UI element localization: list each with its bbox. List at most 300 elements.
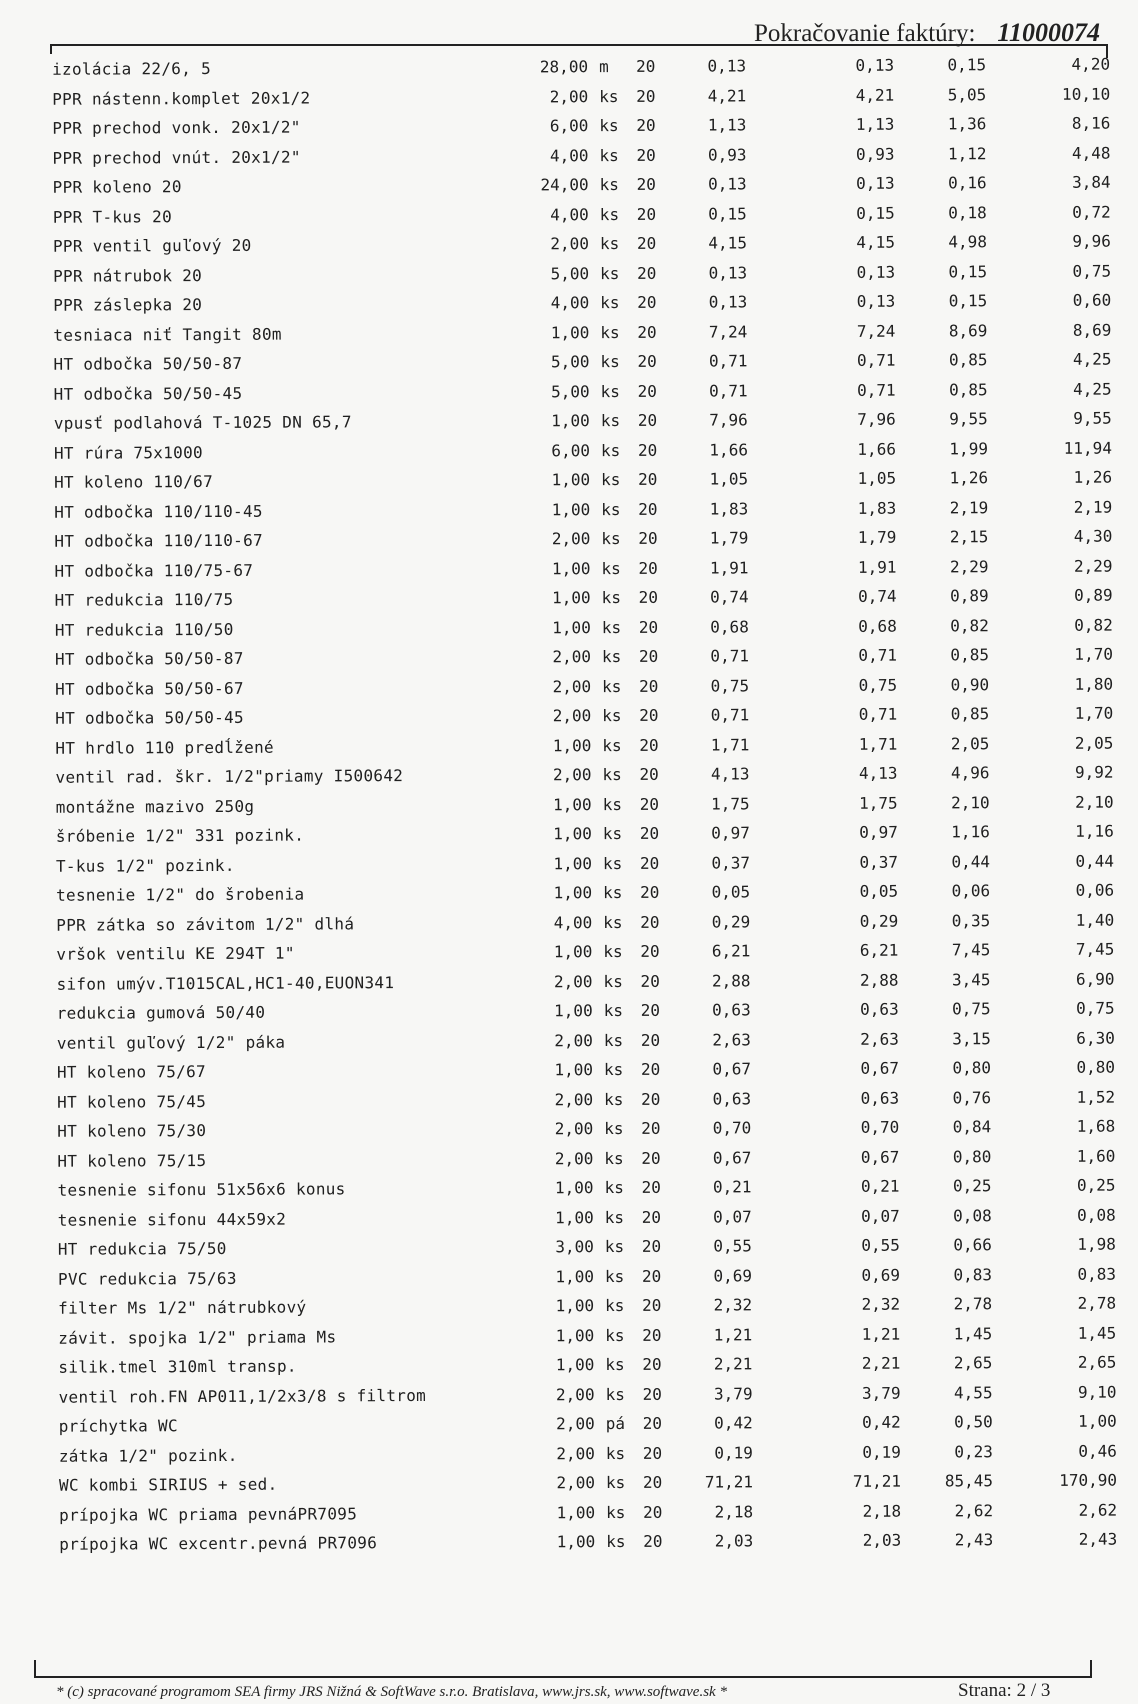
- item-vat-rate: 20: [642, 1354, 662, 1374]
- item-unit-price: 2,18: [714, 1501, 754, 1522]
- item-unit: ks: [602, 676, 622, 696]
- item-vat-rate: 20: [637, 351, 657, 371]
- item-vat-rate: 20: [640, 1000, 660, 1020]
- item-name: tesnenie 1/2" do šrobenia: [56, 884, 305, 905]
- item-name: HT odbočka 50/50-45: [53, 383, 243, 404]
- item-name: HT rúra 75x1000: [53, 442, 203, 463]
- item-vat-rate: 20: [638, 469, 658, 489]
- item-quantity: 1,00: [553, 942, 593, 962]
- item-discounted-price: 0,29: [859, 911, 899, 931]
- item-vat-rate: 20: [636, 115, 656, 135]
- item-total: 1,80: [1074, 674, 1114, 694]
- item-unit-price: 1,05: [709, 469, 749, 489]
- item-quantity: 1,00: [551, 499, 591, 519]
- item-total: 1,00: [1078, 1411, 1117, 1431]
- item-discounted-price: 3,79: [861, 1383, 901, 1403]
- item-unit-price: 0,74: [710, 587, 749, 607]
- item-quantity: 1,00: [555, 1355, 595, 1375]
- item-name: závit. spojka 1/2" priama Ms: [58, 1326, 337, 1348]
- item-vat-rate: 20: [640, 1030, 661, 1050]
- item-total: 0,60: [1072, 290, 1112, 310]
- page-number: Strana: 2 / 3: [958, 1680, 1051, 1701]
- item-name: ventil guľový 1/2" páka: [56, 1032, 286, 1053]
- item-total: 0,25: [1076, 1175, 1116, 1195]
- item-unit-price: 0,63: [712, 1000, 751, 1020]
- item-unit-price: 0,75: [710, 675, 750, 696]
- item-discounted-price: 0,13: [856, 173, 895, 193]
- item-total: 8,69: [1072, 320, 1112, 340]
- item-discounted-price: 0,71: [857, 380, 896, 400]
- item-vat-rate: 20: [642, 1472, 663, 1492]
- item-discounted-price: 1,21: [861, 1324, 901, 1344]
- item-quantity: 1,00: [551, 470, 591, 490]
- item-quantity: 28,00: [539, 57, 589, 77]
- item-vat-rate: 20: [639, 764, 659, 784]
- item-quantity: 6,00: [551, 440, 590, 460]
- item-unit: ks: [601, 617, 622, 637]
- item-name: WC kombi SIRIUS + sed.: [58, 1474, 278, 1495]
- item-name: silik.tmel 310ml transp.: [58, 1356, 297, 1377]
- item-total: 8,16: [1071, 113, 1111, 133]
- item-vat-rate: 20: [641, 1148, 661, 1168]
- item-unit: ks: [604, 1266, 625, 1286]
- item-discounted-price: 0,05: [859, 881, 899, 901]
- item-quantity: 4,00: [549, 145, 589, 165]
- item-vat-rate: 20: [637, 292, 657, 312]
- item-quantity: 2,00: [552, 676, 592, 696]
- item-price-with-vat: 0,85: [950, 704, 990, 724]
- item-unit: ks: [602, 764, 622, 785]
- item-vat-rate: 20: [638, 587, 658, 607]
- item-quantity: 2,00: [554, 1119, 594, 1139]
- item-price-with-vat: 2,19: [949, 497, 989, 517]
- item-price-with-vat: 0,23: [954, 1441, 993, 1461]
- item-unit-price: 2,88: [711, 970, 751, 991]
- item-vat-rate: 20: [640, 912, 660, 932]
- item-total: 0,06: [1075, 880, 1115, 900]
- item-unit-price: 0,97: [711, 823, 750, 843]
- item-unit: ks: [601, 587, 621, 608]
- item-price-with-vat: 2,10: [951, 792, 990, 812]
- item-price-with-vat: 0,15: [948, 261, 988, 281]
- item-name: tesnenie sifonu 44x59x2: [57, 1209, 287, 1230]
- item-vat-rate: 20: [639, 735, 659, 755]
- item-unit-price: 1,71: [710, 734, 750, 755]
- item-price-with-vat: 0,85: [949, 379, 988, 399]
- item-unit: ks: [599, 233, 620, 254]
- item-unit-price: 0,71: [710, 646, 749, 666]
- item-total: 2,43: [1078, 1529, 1118, 1549]
- bottom-left-corner: [34, 1660, 36, 1676]
- item-unit-price: 1,79: [709, 528, 749, 548]
- item-name: PPR koleno 20: [52, 177, 182, 197]
- item-unit-price: 1,83: [709, 498, 749, 519]
- item-total: 9,10: [1077, 1382, 1117, 1402]
- item-price-with-vat: 0,83: [953, 1264, 993, 1284]
- item-unit: ks: [600, 351, 620, 372]
- item-unit-price: 2,21: [713, 1354, 753, 1374]
- item-price-with-vat: 0,80: [952, 1146, 992, 1166]
- item-quantity: 24,00: [540, 175, 589, 195]
- item-quantity: 2,00: [553, 971, 593, 991]
- item-unit: m: [599, 57, 609, 77]
- item-discounted-price: 4,15: [856, 232, 895, 252]
- item-vat-rate: 20: [642, 1295, 662, 1315]
- item-unit: ks: [605, 1472, 626, 1493]
- item-discounted-price: 0,63: [860, 999, 899, 1019]
- item-price-with-vat: 4,55: [953, 1382, 993, 1402]
- item-vat-rate: 20: [639, 853, 660, 873]
- item-discounted-price: 0,69: [861, 1265, 901, 1285]
- item-vat-rate: 20: [641, 1089, 661, 1109]
- item-total: 1,60: [1076, 1146, 1116, 1166]
- item-vat-rate: 20: [641, 1177, 661, 1197]
- item-name: HT koleno 110/67: [54, 471, 214, 492]
- item-name: redukcia gumová 50/40: [56, 1002, 266, 1023]
- item-quantity: 3,00: [555, 1237, 594, 1257]
- item-unit: ks: [602, 853, 623, 873]
- item-price-with-vat: 0,75: [952, 999, 991, 1019]
- item-discounted-price: 0,74: [858, 586, 897, 606]
- item-price-with-vat: 1,16: [951, 822, 990, 842]
- item-price-with-vat: 0,80: [952, 1058, 992, 1078]
- item-vat-rate: 20: [637, 322, 657, 342]
- item-total: 1,70: [1074, 703, 1114, 723]
- item-vat-rate: 20: [643, 1502, 663, 1522]
- item-unit-price: 1,75: [711, 793, 750, 814]
- item-vat-rate: 20: [641, 1266, 662, 1286]
- item-name: prípojka WC excentr.pevná PR7096: [59, 1533, 378, 1554]
- item-unit-price: 1,91: [709, 557, 749, 578]
- item-total: 0,82: [1074, 615, 1113, 635]
- item-discounted-price: 7,24: [856, 321, 896, 341]
- item-price-with-vat: 85,45: [944, 1471, 994, 1491]
- continuation-label: Pokračovanie faktúry:: [753, 20, 976, 47]
- item-quantity: 2,00: [552, 706, 592, 726]
- item-total: 1,70: [1074, 644, 1113, 664]
- item-total: 2,10: [1075, 792, 1114, 812]
- item-discounted-price: 0,70: [860, 1117, 900, 1137]
- item-price-with-vat: 3,45: [951, 969, 991, 989]
- item-name: HT odbočka 110/110-45: [54, 501, 263, 522]
- item-quantity: 1,00: [553, 883, 593, 903]
- invoice-number: 11000074: [997, 18, 1100, 47]
- item-quantity: 4,00: [550, 204, 589, 224]
- item-quantity: 2,00: [556, 1443, 595, 1463]
- item-unit-price: 0,29: [711, 911, 751, 932]
- item-discounted-price: 1,83: [857, 498, 897, 518]
- item-total: 4,25: [1073, 379, 1112, 399]
- item-total: 0,44: [1075, 851, 1114, 871]
- item-quantity: 1,00: [553, 794, 592, 814]
- item-name: HT odbočka 110/75-67: [54, 560, 254, 581]
- item-total: 1,45: [1077, 1323, 1117, 1343]
- item-quantity: 5,00: [550, 352, 590, 372]
- item-price-with-vat: 0,50: [954, 1412, 993, 1432]
- item-quantity: 1,00: [551, 411, 590, 431]
- item-unit-price: 0,15: [708, 203, 747, 224]
- item-name: tesnenie sifonu 51x56x6 konus: [57, 1179, 346, 1200]
- item-unit-price: 0,07: [713, 1206, 752, 1227]
- item-price-with-vat: 2,15: [949, 527, 989, 547]
- item-price-with-vat: 0,66: [953, 1235, 992, 1255]
- item-vat-rate: 20: [636, 204, 657, 224]
- item-total: 9,92: [1074, 762, 1114, 782]
- item-quantity: 1,00: [555, 1325, 595, 1345]
- invoice-row: [7, 1525, 1138, 1560]
- item-total: 1,68: [1076, 1116, 1116, 1136]
- item-discounted-price: 7,96: [857, 409, 896, 429]
- item-unit: ks: [600, 440, 621, 460]
- item-name: PPR záslepka 20: [53, 295, 203, 315]
- item-discounted-price: 0,13: [856, 291, 896, 311]
- item-unit-price: 3,79: [713, 1383, 753, 1404]
- item-quantity: 1,00: [551, 558, 591, 578]
- item-vat-rate: 20: [637, 410, 658, 430]
- item-discounted-price: 1,05: [857, 468, 897, 488]
- item-price-with-vat: 2,62: [954, 1500, 994, 1520]
- item-name: T-kus 1/2" pozink.: [55, 855, 235, 876]
- item-total: 4,25: [1072, 349, 1112, 369]
- item-unit: ks: [604, 1118, 624, 1139]
- item-vat-rate: 20: [639, 823, 660, 843]
- item-total: 7,45: [1075, 939, 1115, 959]
- item-discounted-price: 0,71: [856, 350, 896, 370]
- item-name: filter Ms 1/2" nátrubkový: [58, 1297, 307, 1318]
- item-vat-rate: 20: [641, 1207, 661, 1227]
- item-price-with-vat: 4,96: [950, 763, 990, 783]
- item-discounted-price: 2,18: [862, 1501, 902, 1521]
- item-name: HT odbočka 50/50-87: [53, 353, 243, 374]
- item-unit-price: 0,70: [712, 1118, 752, 1138]
- item-price-with-vat: 0,35: [951, 910, 991, 930]
- item-vat-rate: 20: [643, 1531, 663, 1551]
- item-name: HT hrdlo 110 predĺžené: [55, 737, 274, 758]
- top-rule: [50, 44, 1108, 46]
- item-unit-price: 0,19: [714, 1442, 753, 1463]
- item-unit: ks: [600, 263, 620, 283]
- item-unit-price: 4,21: [707, 85, 747, 106]
- item-name: tesniaca niť Tangit 80m: [53, 324, 282, 345]
- item-total: 1,26: [1073, 467, 1113, 487]
- item-name: HT koleno 75/30: [57, 1121, 207, 1141]
- item-unit: ks: [605, 1354, 625, 1375]
- item-unit-price: 0,93: [707, 144, 747, 165]
- item-unit-price: 1,21: [713, 1324, 753, 1345]
- item-price-with-vat: 7,45: [951, 940, 991, 960]
- item-vat-rate: 20: [637, 381, 657, 401]
- item-name: vpusť podlahová T-1025 DN 65,7: [53, 412, 352, 433]
- item-unit: ks: [603, 1030, 624, 1050]
- item-unit-price: 0,13: [708, 292, 748, 312]
- item-quantity: 1,00: [554, 1060, 594, 1080]
- item-discounted-price: 1,71: [858, 734, 898, 754]
- item-name: PVC redukcia 75/63: [57, 1268, 237, 1289]
- item-unit: ks: [600, 292, 620, 313]
- item-discounted-price: 0,97: [859, 822, 898, 842]
- item-price-with-vat: 2,65: [953, 1353, 993, 1373]
- item-name: sifon umýv.T1015CAL,HC1-40,EUON341: [56, 972, 395, 994]
- item-discounted-price: 2,63: [860, 1029, 899, 1049]
- item-quantity: 4,00: [553, 912, 593, 932]
- item-quantity: 1,00: [555, 1207, 594, 1227]
- item-discounted-price: 2,88: [859, 970, 899, 990]
- item-unit-price: 0,05: [711, 882, 751, 902]
- item-unit: pá: [605, 1413, 626, 1434]
- item-discounted-price: 0,19: [862, 1442, 901, 1462]
- item-unit-price: 2,63: [712, 1029, 751, 1050]
- item-vat-rate: 20: [639, 676, 659, 696]
- item-unit: ks: [605, 1295, 625, 1316]
- item-price-with-vat: 0,06: [951, 881, 991, 901]
- item-price-with-vat: 0,84: [952, 1117, 992, 1137]
- item-unit-price: 71,21: [704, 1472, 754, 1492]
- item-unit: ks: [605, 1325, 625, 1345]
- item-quantity: 4,00: [550, 293, 590, 313]
- item-discounted-price: 0,93: [855, 144, 895, 164]
- item-price-with-vat: 0,08: [953, 1205, 992, 1225]
- item-vat-rate: 20: [641, 1236, 662, 1256]
- item-price-with-vat: 9,55: [949, 409, 988, 429]
- item-unit-price: 0,69: [713, 1265, 753, 1286]
- item-price-with-vat: 5,05: [947, 84, 987, 104]
- item-unit-price: 7,96: [709, 410, 748, 430]
- item-price-with-vat: 0,15: [948, 291, 988, 311]
- item-unit-price: 0,71: [708, 351, 748, 371]
- item-unit: ks: [599, 145, 619, 165]
- item-price-with-vat: 0,85: [950, 645, 989, 665]
- item-total: 0,46: [1078, 1441, 1117, 1461]
- item-name: PPR T-kus 20: [52, 206, 173, 227]
- item-unit-price: 0,13: [707, 56, 747, 76]
- item-unit-price: 2,32: [713, 1295, 753, 1315]
- item-unit: ks: [599, 86, 619, 106]
- item-quantity: 2,00: [556, 1414, 595, 1434]
- item-unit: ks: [603, 941, 623, 962]
- item-unit: ks: [601, 558, 621, 578]
- item-discounted-price: 0,55: [861, 1235, 900, 1255]
- item-discounted-price: 1,13: [855, 114, 895, 134]
- item-discounted-price: 0,68: [858, 616, 897, 636]
- item-discounted-price: 1,66: [857, 439, 896, 459]
- item-name: HT odbočka 50/50-45: [55, 707, 245, 728]
- item-unit: ks: [603, 971, 623, 991]
- item-vat-rate: 20: [640, 882, 660, 902]
- item-quantity: 1,00: [554, 1001, 593, 1021]
- item-unit: ks: [606, 1531, 626, 1552]
- item-price-with-vat: 1,45: [953, 1323, 993, 1343]
- item-discounted-price: 0,21: [860, 1176, 900, 1196]
- item-discounted-price: 6,21: [859, 940, 899, 960]
- item-price-with-vat: 0,16: [948, 173, 987, 193]
- item-discounted-price: 0,71: [858, 704, 898, 724]
- item-price-with-vat: 2,78: [953, 1294, 993, 1314]
- item-quantity: 5,00: [551, 381, 590, 401]
- item-quantity: 1,00: [552, 617, 591, 637]
- item-unit-price: 2,03: [714, 1531, 754, 1551]
- item-total: 9,55: [1073, 408, 1112, 428]
- item-quantity: 2,00: [550, 234, 589, 254]
- item-total: 1,98: [1077, 1234, 1116, 1254]
- item-quantity: 1,00: [552, 588, 591, 608]
- item-vat-rate: 20: [642, 1413, 663, 1433]
- item-quantity: 2,00: [554, 1148, 594, 1168]
- item-unit: ks: [602, 735, 622, 755]
- item-vat-rate: 20: [639, 705, 659, 725]
- item-total: 10,10: [1061, 84, 1111, 104]
- item-name: izolácia 22/6, 5: [52, 58, 212, 79]
- item-discounted-price: 0,13: [856, 262, 896, 282]
- item-name: HT odbočka 50/50-67: [55, 678, 244, 699]
- item-quantity: 1,00: [553, 824, 592, 844]
- item-price-with-vat: 0,90: [950, 674, 990, 694]
- item-unit: ks: [603, 882, 623, 903]
- item-price-with-vat: 0,18: [948, 202, 987, 222]
- item-vat-rate: 20: [636, 56, 656, 76]
- item-name: HT redukcia 75/50: [57, 1238, 227, 1259]
- item-price-with-vat: 0,85: [948, 350, 988, 370]
- invoice-items: [0, 50, 1138, 1560]
- item-discounted-price: 2,32: [861, 1294, 901, 1314]
- item-unit-price: 0,55: [713, 1236, 752, 1256]
- item-discounted-price: 1,75: [859, 793, 898, 813]
- item-quantity: 6,00: [549, 116, 589, 136]
- item-total: 0,80: [1076, 1057, 1116, 1077]
- item-name: HT odbočka 110/110-67: [54, 530, 264, 551]
- item-quantity: 1,00: [556, 1532, 596, 1552]
- item-name: PPR nátrubok 20: [53, 265, 203, 286]
- item-unit: ks: [601, 528, 621, 549]
- item-total: 2,19: [1073, 497, 1113, 517]
- item-quantity: 1,00: [556, 1502, 596, 1522]
- item-total: 4,20: [1071, 54, 1111, 74]
- item-name: HT koleno 75/45: [57, 1091, 207, 1112]
- item-discounted-price: 1,91: [857, 557, 897, 577]
- item-name: vršok ventilu KE 294T 1": [56, 943, 295, 964]
- item-unit-price: 4,15: [708, 233, 747, 253]
- item-price-with-vat: 1,36: [947, 114, 987, 134]
- item-unit: ks: [603, 1000, 623, 1021]
- software-credit: * (c) spracované programom SEA firmy JRS Nižná & SoftWave s.r.o. Bratislava, www.jrs.sk, www.softwave.sk *: [56, 1684, 727, 1700]
- item-unit: ks: [600, 381, 620, 401]
- item-discounted-price: 0,67: [860, 1147, 900, 1167]
- item-vat-rate: 20: [639, 794, 659, 814]
- item-name: prípojka WC priama pevnáPR7095: [59, 1503, 358, 1525]
- item-total: 9,96: [1072, 231, 1111, 251]
- item-quantity: 1,00: [554, 1178, 594, 1198]
- item-unit-price: 0,42: [714, 1413, 753, 1433]
- item-total: 4,30: [1073, 526, 1113, 546]
- item-quantity: 2,00: [556, 1473, 596, 1493]
- item-name: montážne mazivo 250g: [55, 796, 255, 817]
- item-total: 0,89: [1074, 585, 1113, 605]
- item-total: 2,65: [1077, 1352, 1117, 1372]
- item-name: HT odbočka 50/50-87: [54, 648, 244, 669]
- item-vat-rate: 20: [638, 558, 658, 578]
- item-discounted-price: 0,71: [858, 645, 897, 665]
- item-vat-rate: 20: [636, 145, 656, 165]
- item-vat-rate: 20: [638, 528, 658, 548]
- item-price-with-vat: 0,15: [947, 55, 987, 75]
- item-vat-rate: 20: [640, 971, 660, 991]
- item-unit: ks: [599, 174, 619, 195]
- item-unit: ks: [599, 115, 619, 136]
- item-unit: ks: [604, 1089, 624, 1109]
- item-name: PPR nástenn.komplet 20x1/2: [52, 87, 311, 109]
- item-name: ventil roh.FN AP011,1/2x3/8 s filtrom: [58, 1385, 427, 1407]
- item-quantity: 1,00: [555, 1296, 595, 1316]
- item-total: 6,30: [1076, 1028, 1115, 1048]
